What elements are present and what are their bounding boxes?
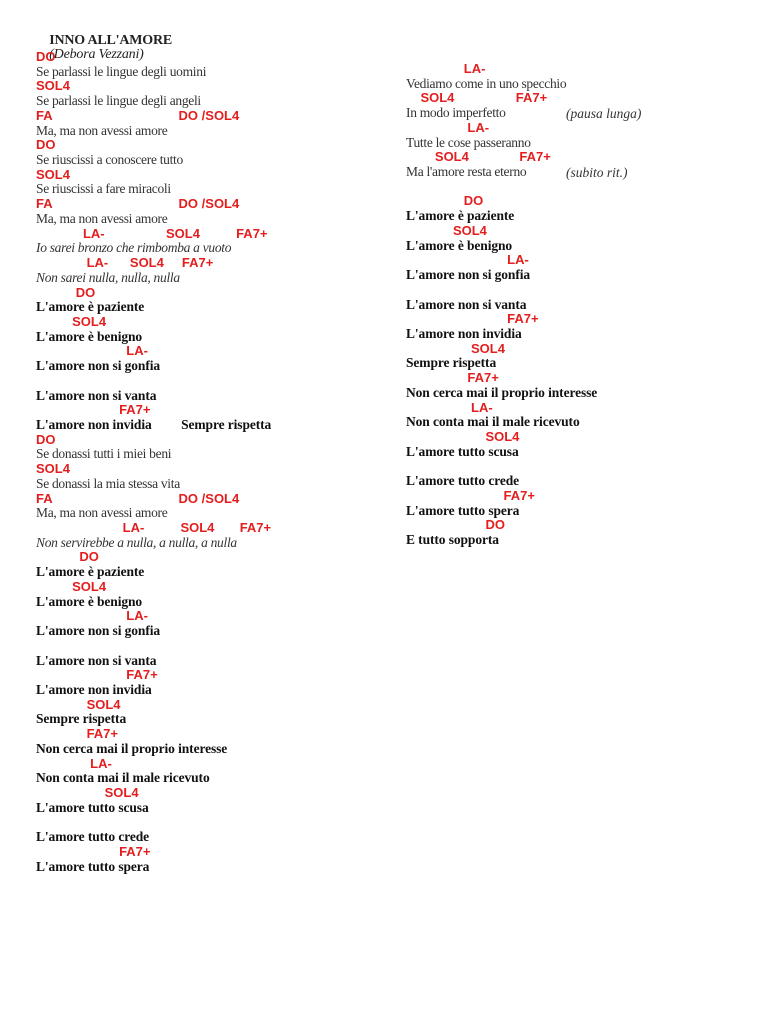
chord-line: SOL4 <box>36 166 70 182</box>
lyric-line: Ma, ma non avessi amore <box>36 505 168 521</box>
chord-line: FA DO /SOL4 <box>36 490 240 506</box>
chord-line: FA7+ <box>36 726 118 742</box>
chord-line: LA- <box>406 61 486 76</box>
chorus-line: L'amore tutto crede <box>36 829 150 845</box>
lyric-line: Ma l'amore resta eterno <box>406 164 527 180</box>
chorus-line: L'amore è benigno <box>406 237 513 253</box>
chord-line: FA DO /SOL4 <box>36 196 240 212</box>
chord-line: DO <box>406 193 484 209</box>
lyric-line-italic: Non sarei nulla, nulla, nulla <box>36 269 180 285</box>
chord-line: LA- <box>406 252 529 268</box>
chord-line: FA7+ <box>406 370 499 386</box>
chorus-line: L'amore non si gonfia <box>36 623 161 639</box>
chord-line: LA- <box>36 755 112 771</box>
chord-line: LA- <box>36 608 148 624</box>
chord-line: SOL4 FA7+ <box>406 149 551 165</box>
chord-line: DO <box>36 137 56 153</box>
chord-line: DO <box>36 549 99 565</box>
chorus-line: L'amore non si vanta <box>36 652 157 668</box>
chord-line: LA- SOL4 FA7+ <box>36 225 268 241</box>
chord-line: LA- <box>36 343 148 359</box>
lyric-line: Vediamo come in uno specchio <box>406 75 567 91</box>
chorus-line: L'amore non invidia <box>406 325 522 341</box>
chorus-line: Non conta mai il male ricevuto <box>406 414 580 430</box>
chorus-line: L'amore tutto scusa <box>406 443 519 459</box>
chorus-line: L'amore tutto crede <box>406 473 520 489</box>
chorus-line: L'amore non si vanta <box>36 387 157 403</box>
chord-line: SOL4 <box>406 429 520 444</box>
chorus-line: L'amore è benigno <box>36 593 143 609</box>
chorus-line: Sempre rispetta <box>36 711 127 727</box>
chord-line: SOL4 <box>406 222 487 238</box>
song-title: INNO ALL'AMORE <box>49 33 173 48</box>
chorus-line: L'amore non invidia <box>36 681 152 697</box>
chorus-line: Sempre rispetta <box>406 355 497 371</box>
lyric-line: Se parlassi le lingue degli angeli <box>36 93 201 109</box>
chord-line: FA DO /SOL4 <box>36 107 240 123</box>
chorus-line: L'amore non si vanta <box>406 296 527 312</box>
lyric-line: Se riuscissi a conoscere tutto <box>36 152 183 168</box>
lyric-line-italic: Non servirebbe a nulla, a nulla, a nulla <box>36 534 237 550</box>
chord-line: SOL4 <box>406 340 505 356</box>
chorus-line: Non cerca mai il proprio interesse <box>36 740 228 756</box>
chord-line: LA- SOL4 FA7+ <box>36 255 214 271</box>
chord-line: DO <box>36 431 56 447</box>
chorus-line: L'amore non si gonfia <box>406 267 531 283</box>
chorus-line: L'amore è paziente <box>36 299 145 315</box>
chorus-line: L'amore tutto scusa <box>36 799 149 815</box>
lyric-line: Se riuscissi a fare miracoli <box>36 181 171 197</box>
chord-line: LA- SOL4 FA7+ <box>36 520 272 536</box>
chord-line: FA7+ <box>36 843 151 859</box>
chord-line: SOL4 <box>36 78 70 94</box>
chord-line: FA7+ <box>36 667 158 683</box>
lyric-line: Tutte le cose passeranno <box>406 134 531 150</box>
chord-line: LA- <box>406 399 493 415</box>
chorus-line: L'amore non invidia Sempre rispetta <box>36 417 272 432</box>
lyric-line-italic: Io sarei bronzo che rimbomba a vuoto <box>36 240 232 256</box>
chorus-line: L'amore è paziente <box>36 564 145 580</box>
chorus-line: L'amore tutto spera <box>406 502 520 518</box>
chord-line: DO <box>36 49 56 64</box>
lyric-line: Ma, ma non avessi amore <box>36 210 168 226</box>
chorus-line: E tutto sopporta <box>406 532 499 548</box>
lyric-line: Se donassi tutti i miei beni <box>36 446 172 462</box>
chord-line: FA7+ <box>406 311 539 327</box>
lyric-line: Se parlassi le lingue degli uomini <box>36 63 207 79</box>
chord-line: SOL4 <box>36 696 121 712</box>
chord-line: SOL4 <box>36 461 70 477</box>
chord-line: FA7+ <box>36 402 151 418</box>
lyric-line: Ma, ma non avessi amore <box>36 122 168 138</box>
chord-line: FA7+ <box>406 487 535 503</box>
chord-line: SOL4 <box>36 313 107 329</box>
chorus-line: L'amore è benigno <box>36 328 143 344</box>
chorus-line: Non conta mai il male ricevuto <box>36 770 210 786</box>
chord-line: LA- <box>406 119 490 135</box>
chorus-line: Non cerca mai il proprio interesse <box>406 384 598 400</box>
performance-note: (subito rit.) <box>566 165 628 181</box>
chord-line: SOL4 <box>36 578 107 594</box>
chorus-line: L'amore non si gonfia <box>36 358 161 374</box>
chord-line: SOL4 FA7+ <box>406 90 548 106</box>
chorus-line: L'amore è paziente <box>406 208 515 224</box>
chord-line: DO <box>406 517 505 533</box>
performance-note: (pausa lunga) <box>566 106 642 122</box>
chorus-line: L'amore tutto spera <box>36 858 150 874</box>
lyric-line: Se donassi la mia stessa vita <box>36 475 180 491</box>
chord-line: DO <box>36 284 96 300</box>
song-author: (Debora Vezzani) <box>49 47 144 62</box>
lyric-line: In modo imperfetto <box>406 105 506 121</box>
chord-line: SOL4 <box>36 785 139 800</box>
